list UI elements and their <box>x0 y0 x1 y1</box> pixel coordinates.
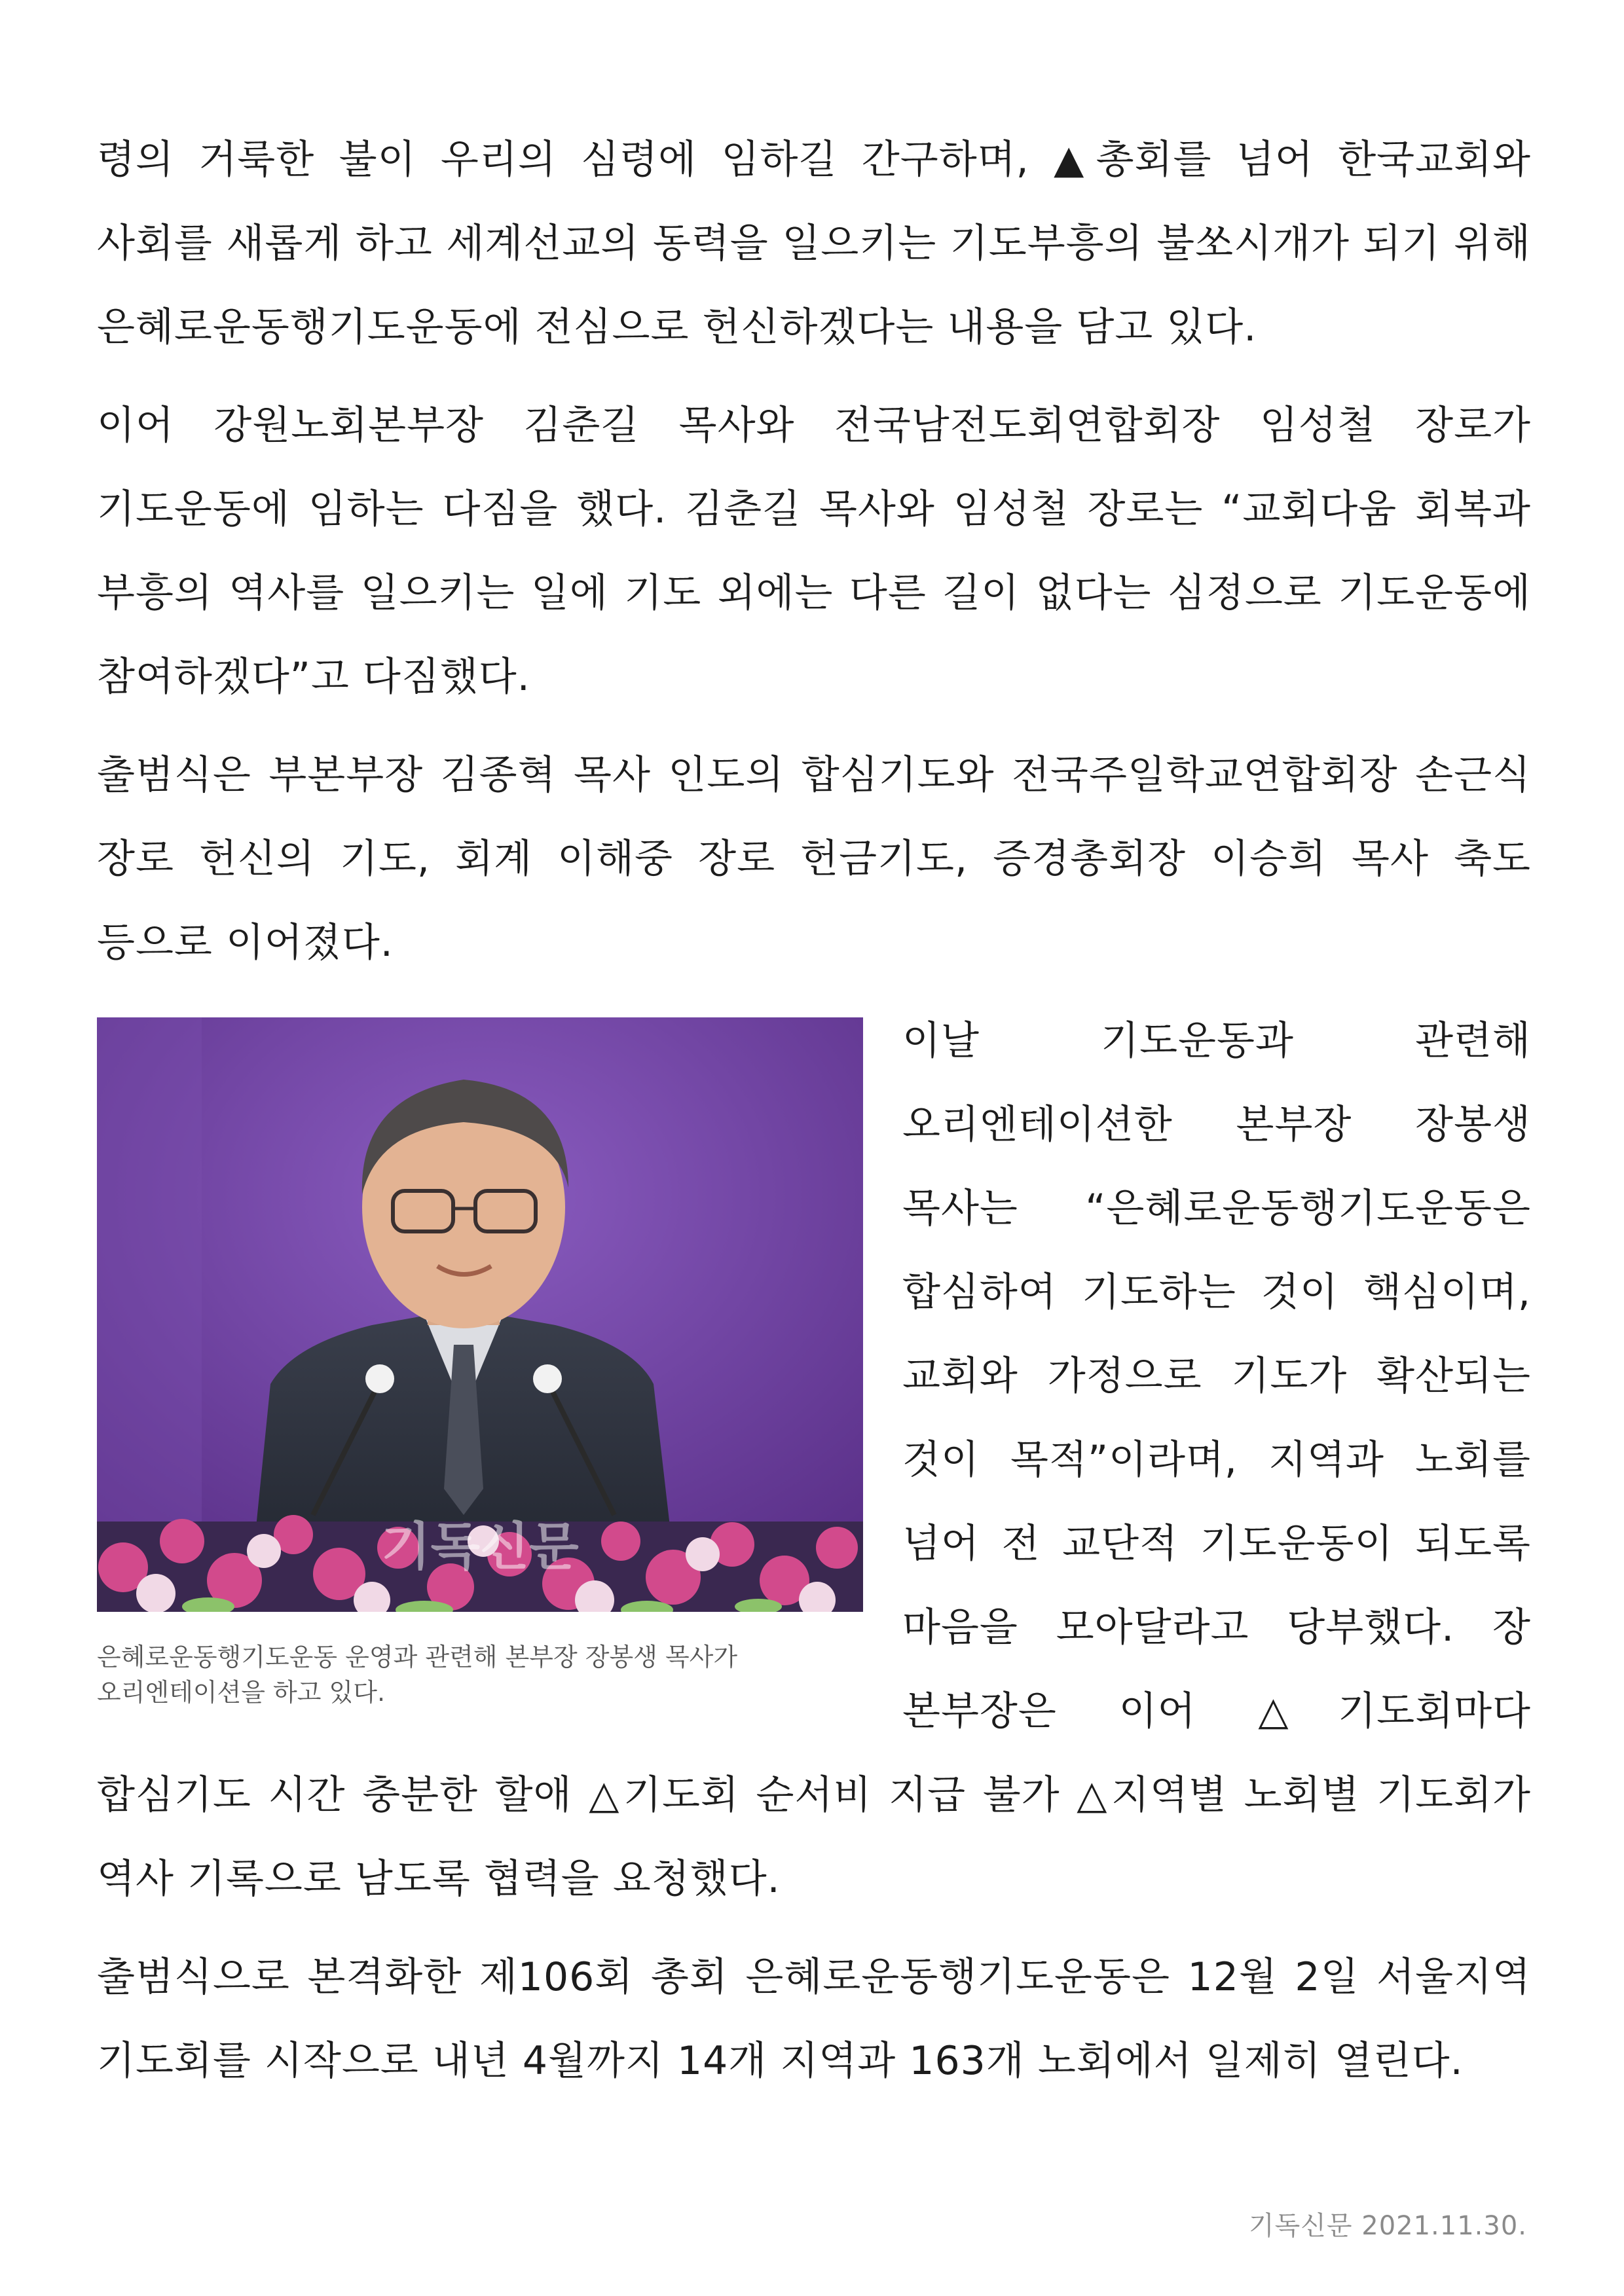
photo-caption: 은혜로운동행기도운동 운영과 관련해 본부장 장봉생 목사가 오리엔테이션을 하고 있다. <box>97 1643 738 1707</box>
article-body <box>97 118 1531 2117</box>
paragraph-4: 이날 기도운동과 관련해 오리엔테이션한 본부장 장봉생 목사는 “은혜로운동행기도운동은 합심하여 기도하는 것이 핵심이며, 교회와 가정으로 기도가 확산되는 것이 목적”이라며, 지역과 노회를 넘어 전 교단적 기도운동이 되도록 마음을 모아달라고 당부했다. 장 본부장은 이어 △기도회마다 합심기도 시간 충분한 할애 △기도회 순서비 지급 불가 △지역별 노회별 기도회가 역사 기록으로 남도록 협력을 요청했다. <box>97 1018 1531 1902</box>
paragraph-5: 출범식으로 본격화한 제106회 총회 은혜로운동행기도운동은 12월 2일 서울지역 기도회를 시작으로 내년 4월까지 14개 지역과 163개 노회에서 일제히 열린다. <box>97 1954 1531 2084</box>
source-credit: 기독신문 2021.11.30. <box>1248 2211 1527 2241</box>
photo-watermark: 기독신문 <box>381 1518 579 1576</box>
paragraph-2: 이어 강원노회본부장 김춘길 목사와 전국남전도회연합회장 임성철 장로가 기도운동에 임하는 다짐을 했다. 김춘길 목사와 임성철 장로는 “교회다움 회복과 부흥의 역사를 일으키는 일에 기도 외에는 다른 길이 없다는 심정으로 기도운동에 참여하겠다”고 다짐했다. <box>97 403 1531 700</box>
paragraph-1: 령의 거룩한 불이 우리의 심령에 임하길 간구하며, ▲총회를 넘어 한국교회와 사회를 새롭게 하고 세계선교의 동력을 일으키는 기도부흥의 불쏘시개가 되기 위해 은혜로운동행기도운동에 전심으로 헌신하겠다는 내용을 담고 있다. <box>97 137 1531 350</box>
paragraph-3: 출범식은 부본부장 김종혁 목사 인도의 합심기도와 전국주일학교연합회장 손근식 장로 헌신의 기도, 회계 이해중 장로 헌금기도, 증경총회장 이승희 목사 축도 등으로 이어졌다. <box>97 752 1531 966</box>
article-figure <box>97 1017 863 1710</box>
article-photo <box>97 1017 863 1612</box>
